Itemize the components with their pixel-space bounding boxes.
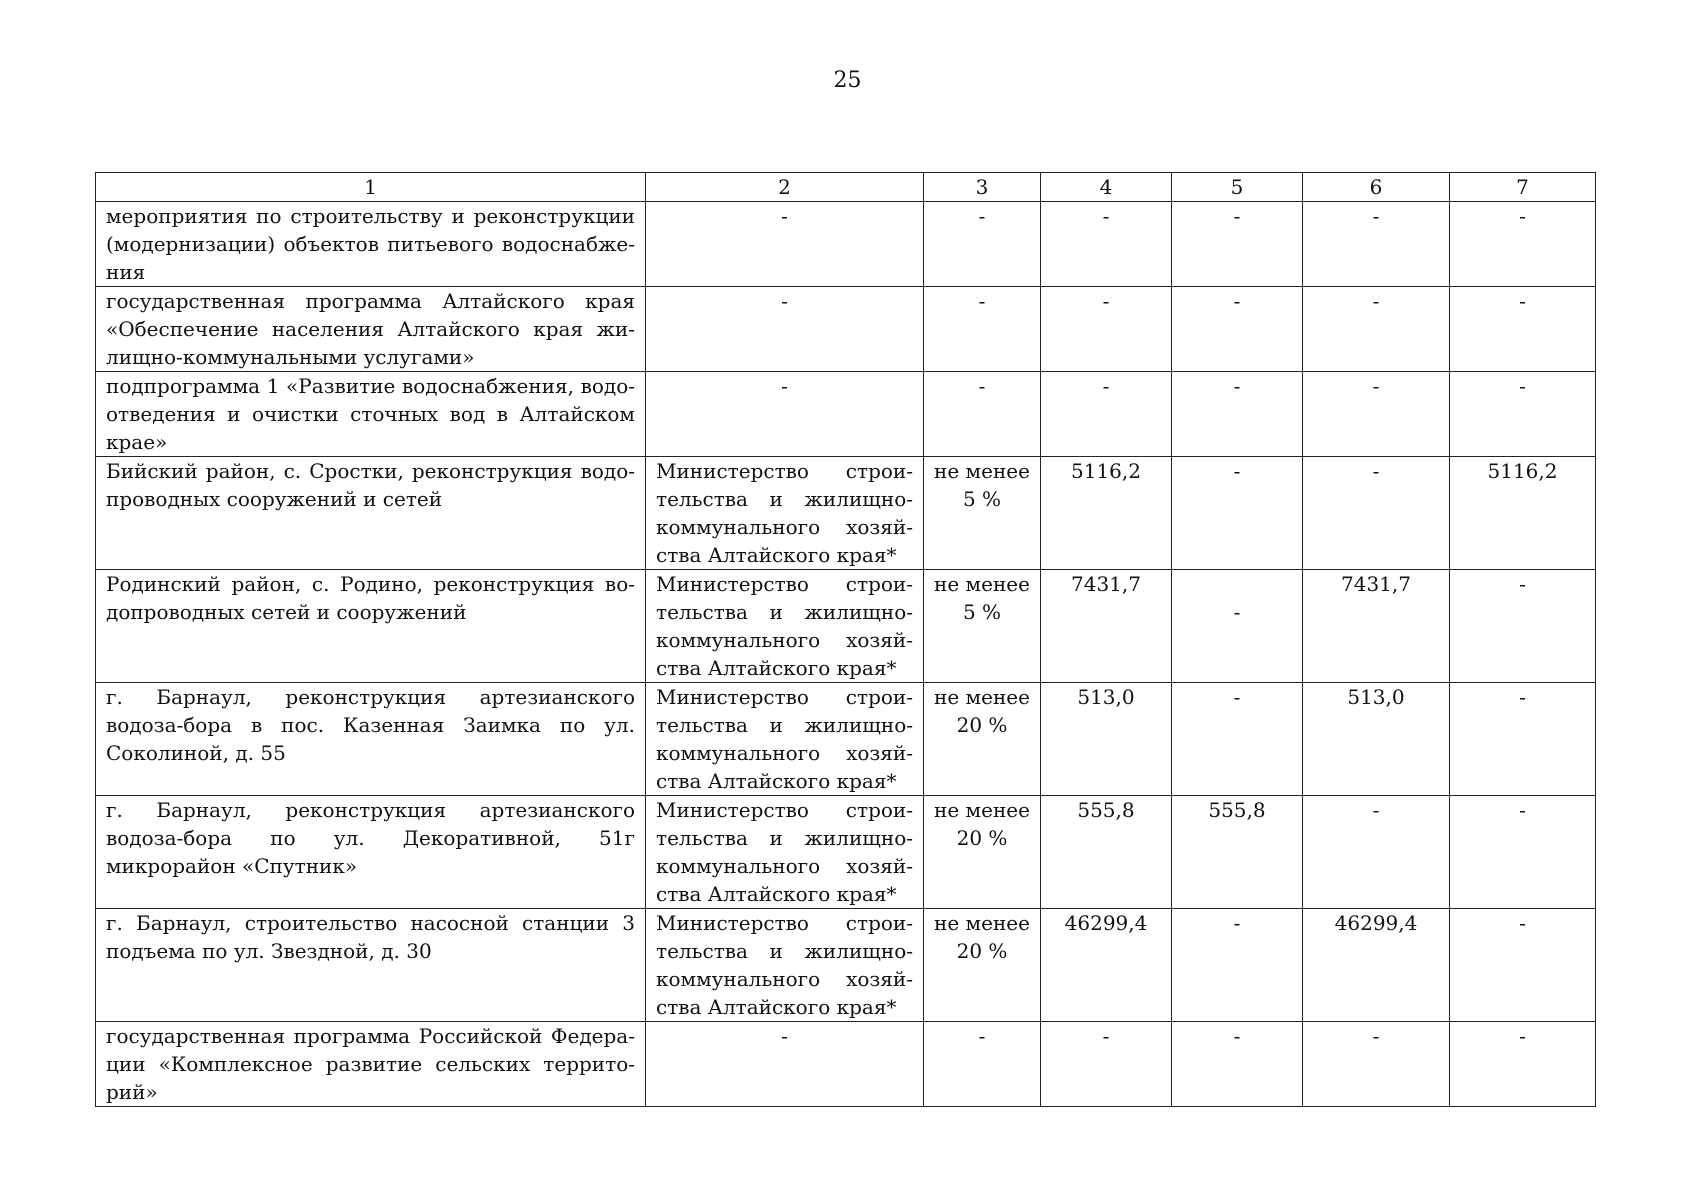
row-share: - (924, 202, 1041, 287)
row-executor: - (646, 1022, 924, 1107)
row-col-5: - (1172, 287, 1303, 372)
header-col-4: 4 (1041, 173, 1172, 202)
row-name: Родинский район, с. Родино, реконструкция во-допроводных сетей и сооружений (96, 570, 646, 683)
row-share: не менее 5 % (924, 457, 1041, 570)
row-col-7: - (1450, 1022, 1596, 1107)
row-col-5: - (1172, 202, 1303, 287)
row-name: г. Барнаул, реконструкция артезианского водоза-бора по ул. Декоративной, 51г микрорайон «Спутник» (96, 796, 646, 909)
row-col-7: - (1450, 202, 1596, 287)
table-row (96, 683, 1596, 796)
table-row (96, 372, 1596, 457)
row-name: государственная программа Алтайского края «Обеспечение населения Алтайского края жи-лищно-коммунальными услугами» (96, 287, 646, 372)
row-executor: Министерство строи-тельства и жилищно-коммунального хозяй-ства Алтайского края* (646, 909, 924, 1022)
header-row (96, 173, 1596, 202)
row-col-7: - (1450, 287, 1596, 372)
row-col-4: 7431,7 (1041, 570, 1172, 683)
row-col-6: 7431,7 (1303, 570, 1450, 683)
row-col-5: - (1172, 457, 1303, 570)
row-col-6: - (1303, 372, 1450, 457)
row-col-5-value: - (1233, 600, 1241, 624)
row-col-4: 46299,4 (1041, 909, 1172, 1022)
row-share: - (924, 1022, 1041, 1107)
row-col-6: - (1303, 202, 1450, 287)
row-share: не менее 5 % (924, 570, 1041, 683)
row-col-7: - (1450, 796, 1596, 909)
table-row (96, 570, 1596, 683)
row-col-6: - (1303, 457, 1450, 570)
header-col-1: 1 (96, 173, 646, 202)
row-col-4: - (1041, 202, 1172, 287)
row-col-5 (1172, 570, 1303, 683)
table-row (96, 796, 1596, 909)
program-table (95, 172, 1596, 1107)
row-col-7: 5116,2 (1450, 457, 1596, 570)
row-share: - (924, 287, 1041, 372)
row-name: государственная программа Российской Федера-ции «Комплексное развитие сельских террито-рий» (96, 1022, 646, 1107)
row-name: подпрограмма 1 «Развитие водоснабжения, водо-отведения и очистки сточных вод в Алтайском крае» (96, 372, 646, 457)
row-executor: Министерство строи-тельства и жилищно-коммунального хозяй-ства Алтайского края* (646, 570, 924, 683)
row-executor: Министерство строи-тельства и жилищно-коммунального хозяй-ства Алтайского края* (646, 796, 924, 909)
row-executor: Министерство строи-тельства и жилищно-коммунального хозяй-ства Алтайского края* (646, 683, 924, 796)
row-share: - (924, 372, 1041, 457)
row-col-5: - (1172, 909, 1303, 1022)
header-col-5: 5 (1172, 173, 1303, 202)
row-col-6: - (1303, 1022, 1450, 1107)
row-executor: - (646, 372, 924, 457)
header-col-3: 3 (924, 173, 1041, 202)
row-col-4: - (1041, 372, 1172, 457)
row-executor: Министерство строи-тельства и жилищно-коммунального хозяй-ства Алтайского края* (646, 457, 924, 570)
header-col-6: 6 (1303, 173, 1450, 202)
row-col-7: - (1450, 683, 1596, 796)
row-col-5: - (1172, 372, 1303, 457)
row-name: Бийский район, с. Сростки, реконструкция водо-проводных сооружений и сетей (96, 457, 646, 570)
row-col-7: - (1450, 909, 1596, 1022)
header-col-2: 2 (646, 173, 924, 202)
row-col-5: 555,8 (1172, 796, 1303, 909)
row-share: не менее 20 % (924, 909, 1041, 1022)
row-col-4: 5116,2 (1041, 457, 1172, 570)
row-share: не менее 20 % (924, 683, 1041, 796)
row-name: г. Барнаул, реконструкция артезианского водоза-бора в пос. Казенная Заимка по ул. Соколиной, д. 55 (96, 683, 646, 796)
row-col-6: 46299,4 (1303, 909, 1450, 1022)
row-col-5: - (1172, 1022, 1303, 1107)
row-name: мероприятия по строительству и реконструкции (модернизации) объектов питьевого водоснабже-ния (96, 202, 646, 287)
row-executor: - (646, 202, 924, 287)
row-share: не менее 20 % (924, 796, 1041, 909)
row-col-5: - (1172, 683, 1303, 796)
row-col-7: - (1450, 570, 1596, 683)
row-col-6: - (1303, 796, 1450, 909)
table-row (96, 457, 1596, 570)
row-col-6: 513,0 (1303, 683, 1450, 796)
row-col-4: 513,0 (1041, 683, 1172, 796)
table-row (96, 909, 1596, 1022)
row-col-4: - (1041, 287, 1172, 372)
row-col-4: - (1041, 1022, 1172, 1107)
row-col-6: - (1303, 287, 1450, 372)
row-col-4: 555,8 (1041, 796, 1172, 909)
row-name: г. Барнаул, строительство насосной станции 3 подъема по ул. Звездной, д. 30 (96, 909, 646, 1022)
header-col-7: 7 (1450, 173, 1596, 202)
row-col-7: - (1450, 372, 1596, 457)
table-row (96, 287, 1596, 372)
table-row (96, 202, 1596, 287)
page-number: 25 (833, 68, 862, 93)
table-row (96, 1022, 1596, 1107)
row-executor: - (646, 287, 924, 372)
